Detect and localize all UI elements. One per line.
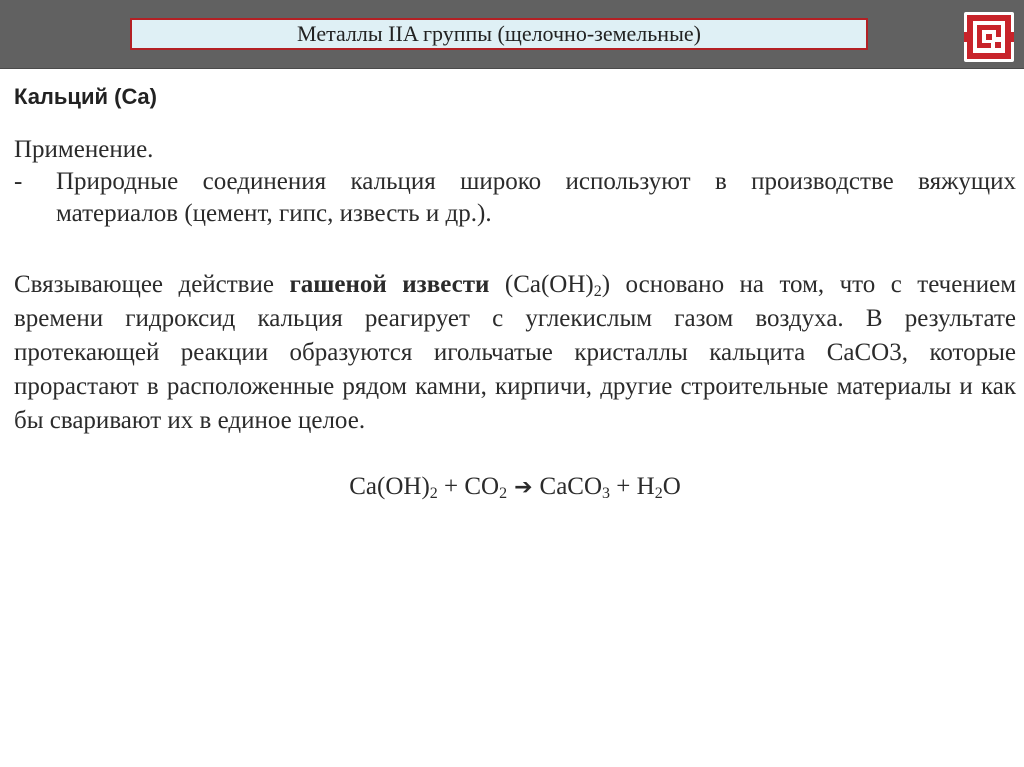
bullet-text: Природные соединения кальция широко используют в производстве вяжущих материалов (цемент, гипс, известь и др.).	[56, 168, 1016, 227]
eq-term: + CO	[437, 473, 500, 500]
eq-sub: 2	[429, 485, 438, 502]
red-pixel-logo-icon	[964, 12, 1014, 62]
chemical-equation	[14, 470, 1016, 505]
list-item	[14, 166, 1016, 230]
para-bold-term: гашеной извести	[289, 271, 490, 298]
eq-sub: 3	[602, 485, 611, 502]
slide-content	[14, 80, 1016, 505]
eq-term: O	[662, 473, 681, 500]
eq-term: + H	[610, 473, 655, 500]
eq-term: Ca(OH)	[349, 473, 430, 500]
reaction-arrow-icon: ➔	[507, 475, 540, 500]
para-formula: (Ca(OH)	[489, 271, 594, 298]
eq-sub: 2	[499, 485, 508, 502]
application-label: Применение.	[14, 136, 154, 163]
eq-term: CaCO	[539, 473, 603, 500]
bullet-dash: -	[14, 168, 23, 195]
section-heading: Кальций (Ca)	[14, 84, 157, 109]
page-title	[130, 18, 868, 50]
para-rest: ) основано на том, что с течением времени гидроксид кальция реагирует с углекислым газом воздуха. В результате протекающей реакции образуются игольчатые кристаллы кальцита CaCO3, которые прорастают в расположенные рядом камни, кирпичи, другие строительные материалы и как бы сваривают их в единое целое.	[14, 271, 1017, 434]
page-title-text: Металлы IIA группы (щелочно-земельные)	[297, 21, 701, 46]
eq-sub: 2	[654, 485, 663, 502]
body-paragraph	[14, 268, 1016, 438]
para-intro: Связывающее действие	[14, 271, 290, 298]
para-formula-sub: 2	[593, 283, 602, 300]
